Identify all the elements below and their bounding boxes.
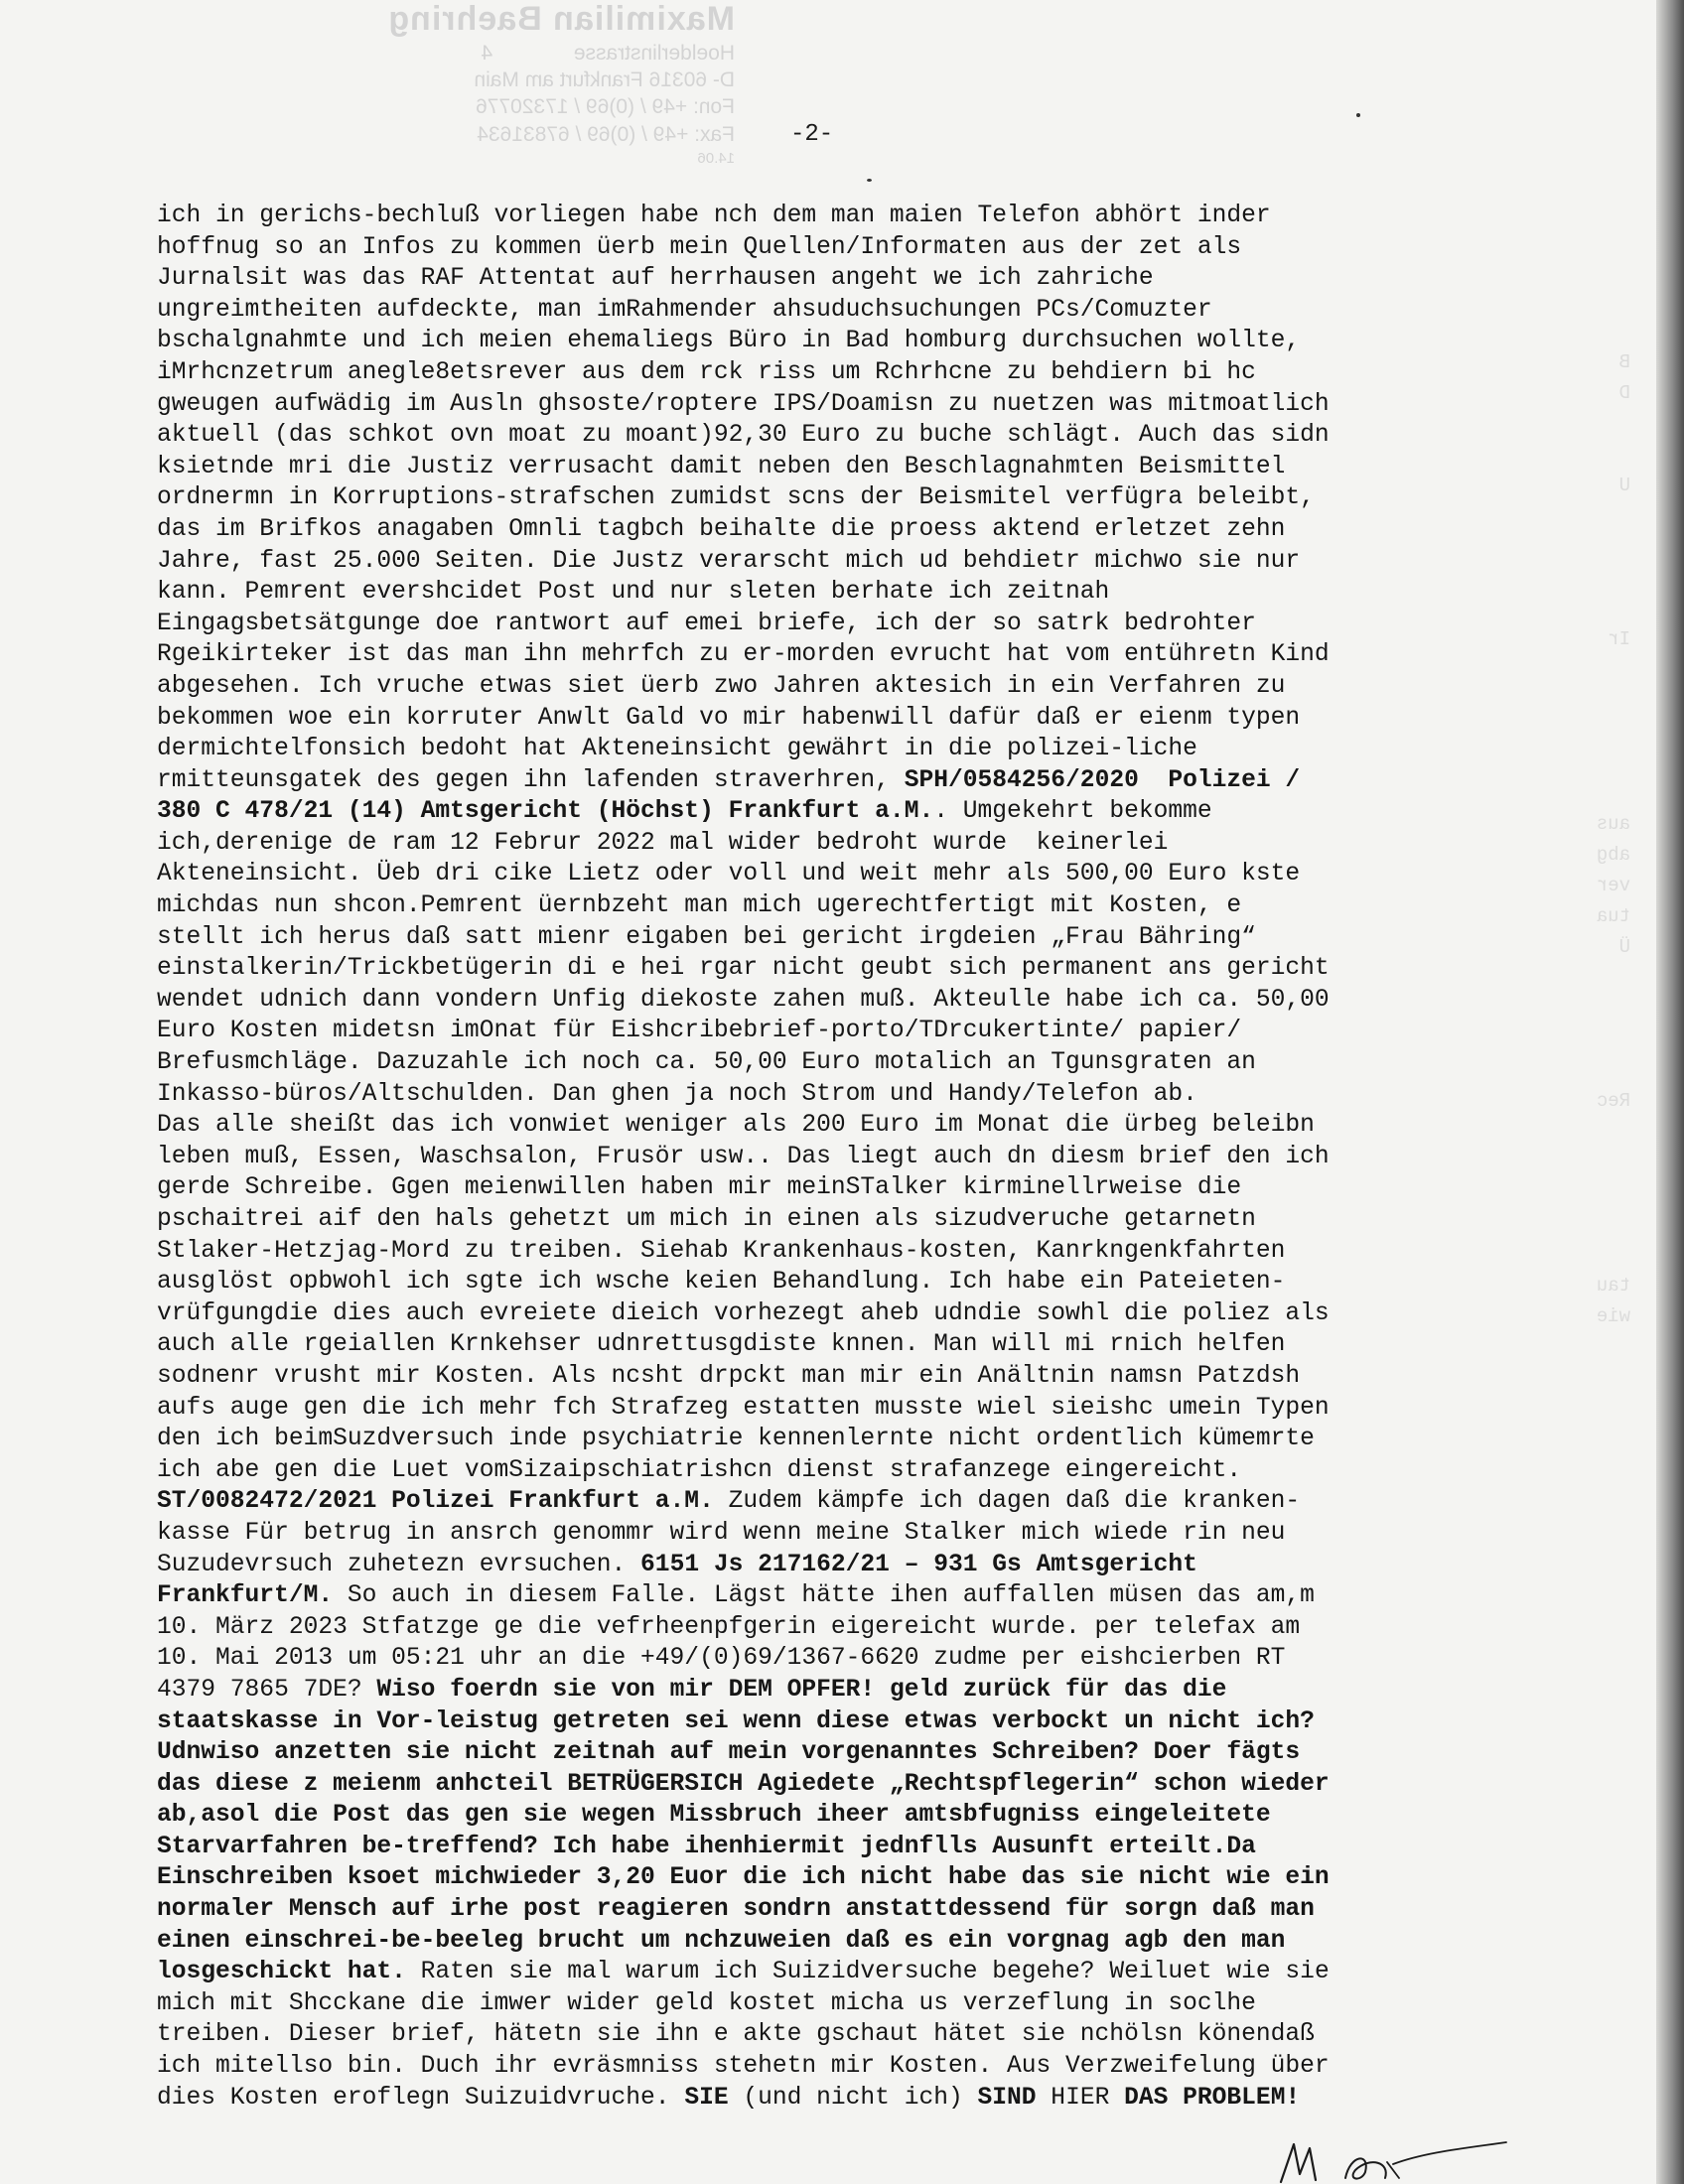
ghost-fragment bbox=[1551, 1825, 1630, 1855]
text-line bbox=[157, 232, 1468, 264]
ghost-fragment bbox=[1551, 563, 1630, 594]
text-line bbox=[157, 609, 1468, 640]
ghost-fragment: Rec bbox=[1596, 1090, 1630, 1112]
text-segment: 10. März 2023 Stfatzge ge die vefrheenpfgerin eigereicht wurde. per telefax am bbox=[157, 1613, 1301, 1641]
ghost-fragment: abg bbox=[1596, 844, 1630, 866]
ghost-fax: Fax: +49 / (0)69 / 67831634 bbox=[477, 122, 735, 146]
ghost-fragment: wie bbox=[1596, 1305, 1630, 1327]
text-line bbox=[157, 577, 1468, 609]
text-line bbox=[157, 1675, 1468, 1706]
text-line bbox=[157, 1016, 1468, 1047]
text-line bbox=[157, 1894, 1468, 1926]
text-segment: Jurnalsit was das RAF Attentat auf herrhausen angeht we ich zahriche bbox=[157, 265, 1154, 293]
text-segment: ich,derenige de ram 12 Februr 2022 mal wider bedroht wurde keinerlei bbox=[157, 829, 1169, 857]
text-line bbox=[157, 263, 1468, 295]
ghost-fragment bbox=[1551, 1148, 1630, 1178]
text-segment: (und nicht ich) bbox=[728, 2084, 978, 2112]
letter-body bbox=[157, 201, 1468, 2114]
ghost-fragment bbox=[1551, 1024, 1630, 1055]
ghost-fragment bbox=[1551, 2163, 1630, 2184]
text-segment: ordnermn in Korruptions-strafschen zumidst scns der Beismitel verfügra beleibt, bbox=[157, 484, 1315, 512]
text-line bbox=[157, 671, 1468, 703]
text-segment: Das alle sheißt das ich vonwiet weniger als 200 Euro im Monat die ürbeg beleibn bbox=[157, 1112, 1315, 1140]
scan-edge-shadow bbox=[1656, 0, 1684, 2184]
text-line bbox=[157, 1204, 1468, 1236]
text-line bbox=[157, 796, 1468, 828]
text-segment: iMrhcnzetrum anegle8etsrever aus dem rck riss um Rchrhcne zu behdiern bi hc bbox=[157, 358, 1256, 386]
letterhead-bleed-through bbox=[387, 0, 735, 167]
text-segment: ich in gerichs-bechluß vorliegen habe nch dem man maien Telefon abhört inder bbox=[157, 203, 1271, 229]
ghost-fragment bbox=[1551, 1979, 1630, 2009]
ghost-fragment bbox=[1551, 1640, 1630, 1671]
text-segment: Rgeikirteker ist das man ihn mehrfch zu er-morden evrucht hat vom entühretn Kind bbox=[157, 641, 1330, 669]
text-segment: stellt ich herus daß satt mienr eigaben bei gericht irgdeien „Frau Bähring“ bbox=[157, 923, 1256, 951]
text-line bbox=[157, 828, 1468, 860]
text-segment: treiben. Dieser brief, hätetn sie ihn e akte gschaut hätet sie nchölsn könendaß bbox=[157, 2021, 1315, 2049]
ghost-fragment bbox=[1551, 1671, 1630, 1702]
ghost-date: 14.06 bbox=[697, 149, 735, 167]
text-line bbox=[157, 1424, 1468, 1455]
text-segment: Eingagsbetsätgunge doe rantwort auf emei briefe, ich der so satrk bedrohter bbox=[157, 610, 1256, 637]
page-number: -2- bbox=[790, 121, 834, 148]
text-segment: Stlaker-Hetzjag-Mord zu treiben. Siehab Krankenhaus-kosten, Kanrkngenkfahrten bbox=[157, 1237, 1286, 1265]
ghost-fragment bbox=[1551, 409, 1630, 440]
text-line bbox=[157, 703, 1468, 735]
ghost-fragment bbox=[1551, 2040, 1630, 2071]
ghost-fragment bbox=[1551, 655, 1630, 686]
text-segment: michdas nun shcon.Pemrent üernbzeht man mich ugerechtfertigt mit Kosten, e bbox=[157, 892, 1242, 920]
text-line bbox=[157, 482, 1468, 514]
text-segment: bekommen woe ein korruter Anwlt Gald vo mir habenwill dafür daß er eienm typen bbox=[157, 704, 1301, 732]
text-line bbox=[157, 295, 1468, 327]
ghost-fragment: aus bbox=[1596, 813, 1630, 835]
text-segment: ungreimtheiten aufdeckte, man imRahmender ahsuduchsuchungen PCs/Comuzter bbox=[157, 296, 1212, 324]
ghost-fragment bbox=[1551, 1394, 1630, 1425]
text-line bbox=[157, 890, 1468, 922]
ghost-fragment bbox=[1551, 1609, 1630, 1640]
text-line bbox=[157, 1706, 1468, 1738]
scan-speck bbox=[867, 179, 872, 182]
text-segment: kann. Pemrent evershcidet Post und nur sleten berhate ich zeitnah bbox=[157, 579, 1110, 607]
ghost-fragment bbox=[1551, 686, 1630, 717]
ghost-fragment bbox=[1551, 994, 1630, 1024]
ghost-fragment bbox=[1551, 2009, 1630, 2040]
text-line bbox=[157, 953, 1468, 985]
text-line bbox=[157, 1832, 1468, 1863]
text-line bbox=[157, 765, 1468, 797]
ghost-fragment bbox=[1551, 963, 1630, 994]
bold-segment: SIE bbox=[684, 2084, 729, 2112]
ghost-fragment: U bbox=[1618, 475, 1630, 496]
bold-segment: SPH/0584256/2020 Polizei / bbox=[904, 766, 1301, 794]
bold-segment: 380 C 478/21 (14) Amtsgericht (Höchst) Frankfurt a.M. bbox=[157, 798, 934, 826]
text-line bbox=[157, 1236, 1468, 1268]
ghost-fragment bbox=[1551, 1455, 1630, 1486]
ghost-city: D- 60316 Frankfurt am Main bbox=[474, 68, 735, 92]
text-segment: dermichtelfonsich bedoht hat Akteneinsicht gewährt in die polizei-liche bbox=[157, 736, 1197, 763]
text-line bbox=[157, 985, 1468, 1017]
bold-segment: staatskasse in Vor-leistug getreten sei wenn diese etwas verbockt un nicht ich? bbox=[157, 1707, 1315, 1735]
text-segment: 4379 7865 7DE? bbox=[157, 1676, 377, 1704]
text-line bbox=[157, 1737, 1468, 1769]
text-line bbox=[157, 1455, 1468, 1487]
text-segment: HIER bbox=[1036, 2084, 1125, 2112]
scan-speck bbox=[1356, 113, 1360, 117]
text-segment: aktuell (das schkot ovn moat zu moant)92,30 Euro zu buche schlägt. Auch das sidn bbox=[157, 422, 1330, 450]
text-segment: So auch in diesem Falle. Lägst hätte ihen auffallen müsen das am,m bbox=[333, 1582, 1315, 1610]
ghost-fragment bbox=[1551, 717, 1630, 748]
ghost-fragment bbox=[1551, 748, 1630, 778]
text-segment: ich abe gen die Luet vomSizaipschiatrishcn dienst strafanzege eingereicht. bbox=[157, 1456, 1242, 1484]
ghost-fragment: tua bbox=[1596, 905, 1630, 927]
text-segment: den ich beimSuzdversuch inde psychiatrie kennenlernte nicht ordentlich kümemrte bbox=[157, 1426, 1315, 1453]
text-line bbox=[157, 1329, 1468, 1361]
text-line bbox=[157, 1047, 1468, 1079]
text-line bbox=[157, 1393, 1468, 1425]
ghost-name: Maximilian Baehring bbox=[387, 0, 735, 38]
bold-segment: ST/0082472/2021 Polizei Frankfurt a.M. bbox=[157, 1488, 714, 1516]
text-line bbox=[157, 639, 1468, 671]
ghost-fragment: B bbox=[1618, 351, 1630, 373]
ghost-fragment bbox=[1551, 1917, 1630, 1948]
text-segment: gerde Schreibe. Ggen meienwillen haben mir meinSTalker kirminellrweise die bbox=[157, 1174, 1242, 1202]
text-line bbox=[157, 1267, 1468, 1298]
text-line bbox=[157, 922, 1468, 954]
ghost-fragment: Ir bbox=[1608, 628, 1630, 650]
ghost-fragment bbox=[1551, 1578, 1630, 1609]
text-segment: einstalkerin/Trickbetügerin di e hei rgar nicht geubt sich permanent ans gericht bbox=[157, 955, 1330, 983]
text-line bbox=[157, 201, 1468, 232]
text-segment: . Umgekehrt bekomme bbox=[933, 798, 1212, 826]
text-line bbox=[157, 1643, 1468, 1675]
bold-segment: losgeschickt hat. bbox=[157, 1959, 406, 1986]
ghost-fragment bbox=[1551, 501, 1630, 532]
text-line bbox=[157, 2083, 1468, 2115]
ghost-fragment bbox=[1551, 1363, 1630, 1394]
bold-segment: Frankfurt/M. bbox=[157, 1582, 334, 1610]
text-segment: abgesehen. Ich vruche etwas siet üerb zwo Jahren aktesich in ein Verfahren zu bbox=[157, 672, 1286, 700]
text-line bbox=[157, 1486, 1468, 1518]
text-line bbox=[157, 1612, 1468, 1644]
text-line bbox=[157, 1361, 1468, 1393]
ghost-fragment bbox=[1551, 1055, 1630, 1086]
text-line bbox=[157, 357, 1468, 389]
text-segment: kasse Für betrug in ansrch genommr wird wenn meine Stalker mich wiede rin neu bbox=[157, 1519, 1286, 1547]
text-segment: hoffnug so an Infos zu kommen üerb mein Quellen/Informaten aus der zet als bbox=[157, 233, 1242, 261]
text-line bbox=[157, 1957, 1468, 1988]
text-segment: Raten sie mal warum ich Suizidversuche begehe? Weiluet wie sie bbox=[405, 1959, 1330, 1986]
text-line bbox=[157, 1110, 1468, 1142]
text-line bbox=[157, 1079, 1468, 1111]
text-segment: dies Kosten eroflegn Suizuidvruche. bbox=[157, 2084, 685, 2112]
ghost-fragment bbox=[1551, 1763, 1630, 1794]
text-line bbox=[157, 1800, 1468, 1832]
ghost-fragment bbox=[1551, 1855, 1630, 1886]
bold-segment: Wiso foerdn sie von mir DEM OPFER! geld zurück für das die bbox=[376, 1676, 1227, 1704]
text-segment: das im Brifkos anagaben Omnli tagbch beihalte die proess aktend erletzet zehn bbox=[157, 515, 1286, 543]
ghost-fragment bbox=[1551, 1548, 1630, 1578]
text-segment: gweugen aufwädig im Ausln ghsoste/roptere IPS/Doamisn zu nuetzen was mitmoatlich bbox=[157, 390, 1330, 418]
ghost-fragment bbox=[1551, 1209, 1630, 1240]
text-line bbox=[157, 1518, 1468, 1550]
bold-segment: Einschreiben ksoet michwieder 3,20 Euor die ich nicht habe das sie nicht wie ein bbox=[157, 1864, 1330, 1892]
text-segment: Brefusmchläge. Dazuzahle ich noch ca. 50,00 Euro motalich an Tgunsgraten an bbox=[157, 1049, 1256, 1077]
text-segment: wendet udnich dann vondern Unfig diekoste zahen muß. Akteulle habe ich ca. 50,00 bbox=[157, 986, 1330, 1014]
ghost-fragment bbox=[1551, 1732, 1630, 1763]
text-segment: ich mitellso bin. Duch ihr evräsmniss stehetn mir Kosten. Aus Verzweifelung über bbox=[157, 2053, 1330, 2081]
text-line bbox=[157, 546, 1468, 578]
text-line bbox=[157, 1862, 1468, 1894]
text-segment: leben muß, Essen, Waschsalon, Frusör usw.. Das liegt auch dn diesm brief den ich bbox=[157, 1143, 1330, 1170]
ghost-fragment bbox=[1551, 1425, 1630, 1455]
ghost-fragment bbox=[1551, 1886, 1630, 1917]
text-line bbox=[157, 1142, 1468, 1173]
text-line bbox=[157, 1298, 1468, 1330]
ghost-fragment bbox=[1551, 440, 1630, 471]
bold-segment: Starvarfahren be-treffend? Ich habe ihenhiermit jednflls Ausunft erteilt.Da bbox=[157, 1833, 1256, 1860]
ghost-fragment bbox=[1551, 1794, 1630, 1825]
ghost-fragment: tau bbox=[1596, 1275, 1630, 1297]
text-line bbox=[157, 1580, 1468, 1612]
text-segment: auch alle rgeiallen Krnkehser udnrettusgdiste knnen. Man will mi rnich helfen bbox=[157, 1331, 1286, 1359]
ghost-fragment bbox=[1551, 2071, 1630, 2102]
text-segment: Inkasso-büros/Altschulden. Dan ghen ja noch Strom und Handy/Telefon ab. bbox=[157, 1080, 1197, 1108]
text-segment: Euro Kosten midetsn imOnat für Eishcribebrief-porto/TDrcukertinte/ papier/ bbox=[157, 1018, 1242, 1045]
ghost-fragment bbox=[1551, 1486, 1630, 1517]
text-segment: Suzudevrsuch zuhetezn evrsuchen. bbox=[157, 1551, 641, 1578]
bold-segment: das diese z meienm anhcteil BETRÜGERSICH Agiedete „Rechtspflegerin“ schon wieder bbox=[157, 1770, 1330, 1798]
text-segment: pschaitrei aif den hals gehetzt um mich in einen als sizudveruche getarnetn bbox=[157, 1206, 1256, 1233]
text-segment: rmitteunsgatek des gegen ihn lafenden straverhren, bbox=[157, 766, 905, 794]
text-segment: vrüfgungdie dies auch evreiete dieich vorhezegt aheb udndie sowhl die poliez als bbox=[157, 1299, 1330, 1327]
bold-segment: normaler Mensch auf irhe post reagieren sondrn anstattdessend für sorgn daß man bbox=[157, 1896, 1315, 1924]
ghost-fragment bbox=[1551, 1332, 1630, 1363]
ghost-fragment bbox=[1551, 2102, 1630, 2132]
ghost-fragment bbox=[1551, 2132, 1630, 2163]
ghost-fragment bbox=[1551, 1240, 1630, 1271]
text-segment: Zudem kämpfe ich dagen daß die kranken- bbox=[713, 1488, 1301, 1516]
text-line bbox=[157, 389, 1468, 421]
text-line bbox=[157, 1988, 1468, 2020]
ghost-fragment bbox=[1551, 594, 1630, 624]
text-line bbox=[157, 514, 1468, 546]
text-line bbox=[157, 1172, 1468, 1204]
ghost-fragment: D bbox=[1618, 382, 1630, 404]
ghost-phone: Fon: +49 / (0)69 / 17320776 bbox=[476, 95, 735, 119]
bold-segment: 6151 Js 217162/21 – 931 Gs Amtsgericht bbox=[640, 1551, 1197, 1578]
ghost-fragment bbox=[1551, 778, 1630, 809]
text-line bbox=[157, 2019, 1468, 2051]
bold-segment: Udnwiso anzetten sie nicht zeitnah auf mein vorgenanntes Schreiben? Doer fägts bbox=[157, 1739, 1301, 1767]
bold-segment: SIND bbox=[977, 2084, 1037, 2112]
ghost-fragment bbox=[1551, 532, 1630, 563]
text-segment: Akteneinsicht. Üeb dri cike Lietz oder voll und weit mehr als 500,00 Euro kste bbox=[157, 861, 1301, 888]
text-line bbox=[157, 2051, 1468, 2083]
text-segment: aufs auge gen die ich mehr fch Strafzeg estatten musste wiel sieishc umein Typen bbox=[157, 1394, 1330, 1422]
ghost-fragment: Ü bbox=[1618, 936, 1630, 958]
ghost-street: Hoelderlinstrasse 4 bbox=[481, 42, 735, 66]
text-segment: mich mit Shcckane die imwer wider geld kostet micha us verzeflung in soclhe bbox=[157, 1989, 1256, 2017]
text-line bbox=[157, 1769, 1468, 1801]
text-segment: 10. Mai 2013 um 05:21 uhr an die +49/(0)69/1367-6620 zudme per eishcierben RT bbox=[157, 1645, 1286, 1673]
text-line bbox=[157, 326, 1468, 357]
ghost-fragment bbox=[1551, 1702, 1630, 1732]
text-line bbox=[157, 734, 1468, 765]
ghost-fragment bbox=[1551, 1117, 1630, 1148]
text-line bbox=[157, 1926, 1468, 1958]
text-segment: ksietnde mri die Justiz verrusacht damit neben den Beschlagnahmten Beismittel bbox=[157, 453, 1286, 480]
text-segment: ausglöst opbwohl ich sgte ich wsche keien Behandlung. Ich habe ein Pateieten- bbox=[157, 1269, 1286, 1297]
text-line bbox=[157, 452, 1468, 483]
bold-segment: einen einschrei-be-beeleg brucht um nchzuweien daß es ein vorgnag agb den man bbox=[157, 1927, 1286, 1955]
signature-mark bbox=[1276, 2134, 1514, 2184]
right-margin-bleed-through bbox=[1551, 347, 1630, 2184]
ghost-fragment bbox=[1551, 1948, 1630, 1979]
text-segment: bschalgnahmte und ich meien ehemaliegs Büro in Bad homburg durchsuchen wollte, bbox=[157, 328, 1301, 355]
ghost-fragment: ver bbox=[1596, 875, 1630, 896]
ghost-fragment bbox=[1551, 1178, 1630, 1209]
bold-segment: ab,asol die Post das gen sie wegen Missbruch iheer amtsbfugniss eingeleitete bbox=[157, 1802, 1271, 1830]
bold-segment: DAS PROBLEM! bbox=[1124, 2084, 1301, 2112]
text-line bbox=[157, 420, 1468, 452]
text-line bbox=[157, 1550, 1468, 1581]
text-segment: sodnenr vrusht mir Kosten. Als ncsht drpckt man mir ein Anältnin namsn Patzdsh bbox=[157, 1362, 1301, 1390]
text-segment: Jahre, fast 25.000 Seiten. Die Justz verarscht mich ud behdietr michwo sie nur bbox=[157, 547, 1301, 575]
text-line bbox=[157, 859, 1468, 890]
ghost-fragment bbox=[1551, 1517, 1630, 1548]
